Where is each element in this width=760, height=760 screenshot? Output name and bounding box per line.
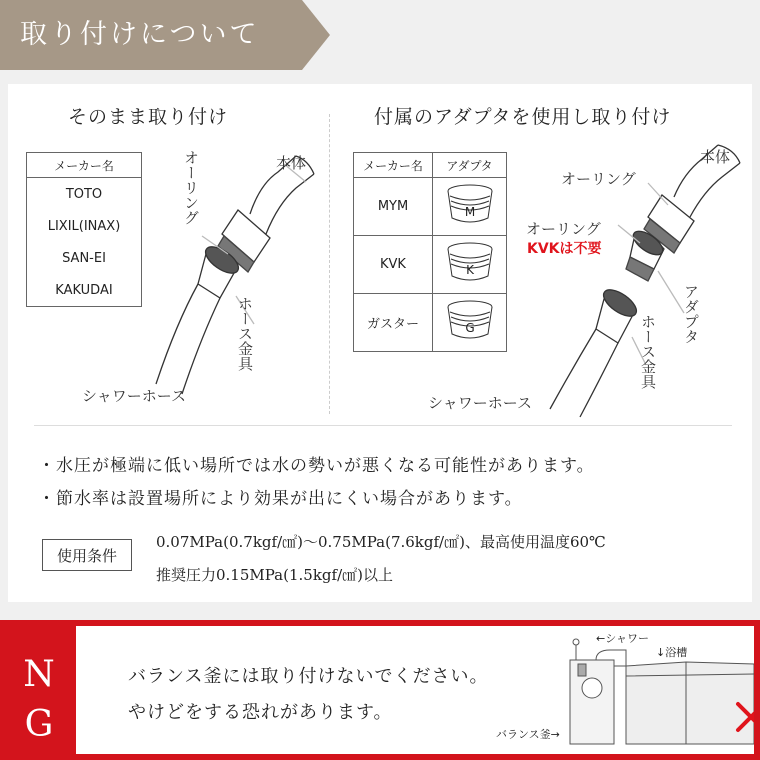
ng-letter-n: N <box>23 654 55 695</box>
maker-table-header: メーカー名 <box>27 153 142 178</box>
adapter-maker: ガスター <box>354 294 433 352</box>
adapter-ring-icon <box>438 180 502 230</box>
adapter-cell <box>433 178 507 236</box>
usage-conditions-line2: 推奨圧力0.15MPa(1.5kgf/㎠)以上 <box>156 566 393 584</box>
adapter-table-header-maker: メーカー名 <box>354 153 433 178</box>
balance-kama-unit <box>570 660 614 744</box>
maker-table-left <box>26 152 142 307</box>
label-oring-right-mid: オーリング <box>526 220 601 238</box>
adapter-letter: G <box>464 320 475 335</box>
note-water-pressure: ・水圧が極端に低い場所では水の勢いが悪くなる可能性があります。 <box>38 456 595 476</box>
ng-warning-panel <box>76 626 754 754</box>
installation-panel <box>8 84 752 602</box>
label-balance-kama-ng: バランス釜→ <box>496 728 560 741</box>
adapter-letter: M <box>464 204 475 219</box>
usage-conditions-label: 使用条件 <box>42 539 132 571</box>
note-water-saving: ・節水率は設置場所により効果が出にくい場合があります。 <box>38 489 523 509</box>
adapter-cell <box>433 294 507 352</box>
adapter-maker: KVK <box>354 236 433 294</box>
usage-conditions-line1: 0.07MPa(0.7kgf/㎠)～0.75MPa(7.6kgf/㎠)、最高使用温度60℃ <box>156 533 606 551</box>
ng-warning-line2: やけどをする恐れがあります。 <box>128 702 393 723</box>
label-kvk-not-needed: KVKは不要 <box>527 241 602 257</box>
ng-letter-g: G <box>24 704 54 745</box>
adapter-letter: K <box>465 262 474 277</box>
adapter-install-title: 付属のアダプタを使用し取り付け <box>374 106 672 128</box>
label-hose-fitting-left: ホース金具 <box>236 296 254 371</box>
maker-name: SAN-EI <box>27 242 142 274</box>
label-oring-left: オーリング <box>182 150 200 225</box>
maker-name: TOTO <box>27 178 142 211</box>
ng-label <box>16 650 62 750</box>
shower-head-icon <box>573 639 579 645</box>
label-shower-hose-left: シャワーホース <box>82 387 186 405</box>
adapter-maker: MYM <box>354 178 433 236</box>
maker-name: LIXIL(INAX) <box>27 210 142 242</box>
balance-kama-dial <box>582 678 602 698</box>
direct-install-title: そのまま取り付け <box>68 106 229 128</box>
section-divider <box>329 114 330 414</box>
shower-hose <box>156 284 220 394</box>
label-body-left: 本体 <box>276 154 307 172</box>
label-adapter: アダプタ <box>682 284 700 344</box>
adapter-ring-icon <box>438 296 502 346</box>
balance-kama-knob <box>578 664 586 676</box>
label-shower-ng: ←シャワー <box>596 632 649 645</box>
direct-install-diagram <box>128 144 338 404</box>
ng-warning-line1: バランス釜には取り付けないでください。 <box>128 666 489 687</box>
notes-divider <box>34 425 732 426</box>
label-body-right: 本体 <box>700 148 731 166</box>
page-title: 取り付けについて <box>20 19 260 50</box>
label-shower-hose-right: シャワーホース <box>428 394 532 412</box>
adapter-table-header-adapter: アダプタ <box>433 153 507 178</box>
shower-hose <box>550 329 618 417</box>
adapter-ring-icon <box>438 238 502 288</box>
label-bathtub-ng: ↓浴槽 <box>656 646 688 659</box>
adapter-cell <box>433 236 507 294</box>
maker-name: KAKUDAI <box>27 274 142 307</box>
label-hose-fitting-right: ホース金具 <box>639 314 657 389</box>
label-oring-right-top: オーリング <box>561 170 636 188</box>
adapter-table <box>353 152 507 352</box>
